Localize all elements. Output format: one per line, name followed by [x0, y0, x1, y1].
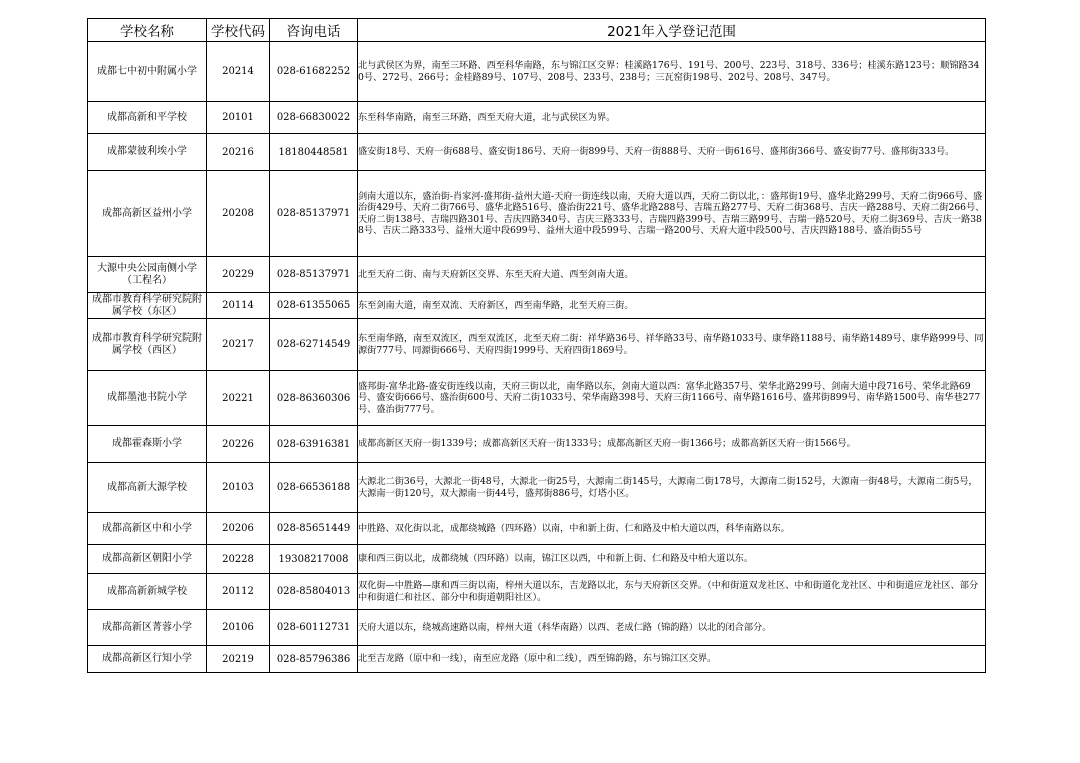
- school-phone: 028-61355065: [270, 293, 358, 319]
- school-phone: 028-85796386: [270, 646, 358, 673]
- enrollment-range: 盛安街18号、天府一街688号、盛安街186号、天府一街899号、天府一街888号、天府一街616号、盛邦街366号、盛安街77号、盛邦街333号。: [358, 134, 986, 171]
- school-name: 成都霍森斯小学: [88, 426, 207, 463]
- school-code: 20228: [207, 545, 270, 574]
- school-code: 20206: [207, 513, 270, 545]
- school-name: 成都高新区中和小学: [88, 513, 207, 545]
- table-row: [88, 371, 986, 426]
- enrollment-range: 东至南华路，南至双流区，西至双流区，北至天府二街：祥华路36号、祥华路33号、南华路1033号、康华路1188号、南华路1489号、康华路999号、同源街777号、同源街666号、天府四街1999号、天府四街1869号。: [358, 319, 986, 371]
- school-code: 20101: [207, 102, 270, 134]
- enrollment-range: 剑南大道以东，盛治街-肖家河-盛邦街-益州大道-天府一街连线以南，天府大道以西，天府二街以北，：盛邦街19号、盛华北路299号、天府二街966号、盛治街429号、天府二街766号、盛华北路516号、盛治街221号、盛华北路288号、吉瑞五路277号、天府二街368号、吉庆一路288号、天府二街266号、天府二街138号、吉瑞四路301号、吉庆四路340号、吉庆三路333号、吉瑞四路399号、吉瑞三路99号、吉瑞一路520号、天府二街369号、吉庆一路388号、吉庆二路333号、益州大道中段699号、益州大道中段599号、吉瑞一路200号、天府大道中段500号、吉庆四路188号、盛治街55号: [358, 171, 986, 257]
- header-school-name: 学校名称: [88, 19, 207, 42]
- school-code: 20216: [207, 134, 270, 171]
- school-phone: 028-86360306: [270, 371, 358, 426]
- table-row: [88, 513, 986, 545]
- enrollment-range: 北至吉龙路（原中和一线），南至应龙路（原中和二线），西至锦韵路，东与锦江区交界。: [358, 646, 986, 673]
- school-name: 成都高新新城学校: [88, 574, 207, 610]
- school-phone: 028-85804013: [270, 574, 358, 610]
- enrollment-table: [87, 18, 986, 673]
- school-name: 大源中央公园南侧小学（工程名）: [88, 257, 207, 293]
- table-row: [88, 463, 986, 513]
- school-name: 成都市教育科学研究院附属学校（西区）: [88, 319, 207, 371]
- school-code: 20114: [207, 293, 270, 319]
- enrollment-range: 双化街—中胜路—康和西三街以南，梓州大道以东，吉龙路以北，东与天府新区交界。（中和街道双龙社区、中和街道化龙社区、中和街道应龙社区、部分中和街道仁和社区、部分中和街道朝阳社区）。: [358, 574, 986, 610]
- school-phone: 028-85137971: [270, 171, 358, 257]
- school-code: 20219: [207, 646, 270, 673]
- table-row: [88, 171, 986, 257]
- school-name: 成都高新区朝阳小学: [88, 545, 207, 574]
- table-row: [88, 134, 986, 171]
- school-phone: 028-60112731: [270, 610, 358, 646]
- header-row: [88, 19, 986, 42]
- school-code: 20103: [207, 463, 270, 513]
- enrollment-range: 大源北二街36号，大源北一街48号，大源北一街25号，大源南二街145号，大源南二街178号，大源南二街152号，大源南一街48号，大源南二街5号，大源南一街120号，双大源南一街44号，盛邦街886号，灯塔小区。: [358, 463, 986, 513]
- table-row: [88, 610, 986, 646]
- table-row: [88, 646, 986, 673]
- school-phone: 028-61682252: [270, 42, 358, 102]
- table-row: [88, 257, 986, 293]
- school-code: 20214: [207, 42, 270, 102]
- school-name: 成都七中初中附属小学: [88, 42, 207, 102]
- table-row: [88, 319, 986, 371]
- school-name: 成都高新大源学校: [88, 463, 207, 513]
- school-code: 20221: [207, 371, 270, 426]
- enrollment-range: 康和西三街以北，成都绕城（四环路）以南，锦江区以西，中和新上街、仁和路及中柏大道以东。: [358, 545, 986, 574]
- table-row: [88, 574, 986, 610]
- table-row: [88, 42, 986, 102]
- header-enrollment-range: 2021年入学登记范围: [358, 19, 986, 42]
- enrollment-range: 东至剑南大道，南至双流、天府新区，西至南华路，北至天府三街。: [358, 293, 986, 319]
- enrollment-range: 天府大道以东，绕城高速路以南，梓州大道（科华南路）以西、老成仁路（锦韵路）以北的闭合部分。: [358, 610, 986, 646]
- school-code: 20106: [207, 610, 270, 646]
- table-row: [88, 293, 986, 319]
- enrollment-range: 中胜路、双化街以北，成都绕城路（四环路）以南，中和新上街、仁和路及中柏大道以西，科华南路以东。: [358, 513, 986, 545]
- school-phone: 028-63916381: [270, 426, 358, 463]
- table-row: [88, 426, 986, 463]
- school-phone: 19308217008: [270, 545, 358, 574]
- school-name: 成都高新区菁蓉小学: [88, 610, 207, 646]
- header-school-code: 学校代码: [207, 19, 270, 42]
- table-row: [88, 102, 986, 134]
- school-phone: 028-85137971: [270, 257, 358, 293]
- school-phone: 18180448581: [270, 134, 358, 171]
- school-code: 20208: [207, 171, 270, 257]
- school-name: 成都蒙彼利埃小学: [88, 134, 207, 171]
- school-name: 成都高新和平学校: [88, 102, 207, 134]
- enrollment-range: 盛邦街-富华北路-盛安街连线以南，天府三街以北，南华路以东，剑南大道以西：富华北路357号、荣华北路299号、剑南大道中段716号、荣华北路69号、盛安街666号、盛治街600号、天府二街1033号、荣华南路398号、天府三街1166号、南华路1616号、盛邦街899号、南华路1500号、南华巷277号、盛治街777号。: [358, 371, 986, 426]
- school-code: 20112: [207, 574, 270, 610]
- school-phone: 028-85651449: [270, 513, 358, 545]
- school-code: 20226: [207, 426, 270, 463]
- enrollment-range: 北至天府二街、南与天府新区交界、东至天府大道、西至剑南大道。: [358, 257, 986, 293]
- school-name: 成都高新区行知小学: [88, 646, 207, 673]
- table-row: [88, 545, 986, 574]
- school-phone: 028-66830022: [270, 102, 358, 134]
- enrollment-range: 成都高新区天府一街1339号；成都高新区天府一街1333号；成都高新区天府一街1366号；成都高新区天府一街1566号。: [358, 426, 986, 463]
- school-phone: 028-62714549: [270, 319, 358, 371]
- enrollment-range: 东至科华南路，南至三环路，西至天府大道，北与武侯区为界。: [358, 102, 986, 134]
- school-code: 20229: [207, 257, 270, 293]
- school-name: 成都墨池书院小学: [88, 371, 207, 426]
- school-name: 成都高新区益州小学: [88, 171, 207, 257]
- school-phone: 028-66536188: [270, 463, 358, 513]
- school-name: 成都市教育科学研究院附属学校（东区）: [88, 293, 207, 319]
- header-phone: 咨询电话: [270, 19, 358, 42]
- enrollment-range: 北与武侯区为界，南至三环路、西至科华南路，东与锦江区交界：桂溪路176号、191号、200号、223号、318号、336号；桂溪东路123号；顺锦路340号、272号、266号；金桂路89号、107号、208号、233号、238号；三瓦窑街198号、202号、208号、347号。: [358, 42, 986, 102]
- school-code: 20217: [207, 319, 270, 371]
